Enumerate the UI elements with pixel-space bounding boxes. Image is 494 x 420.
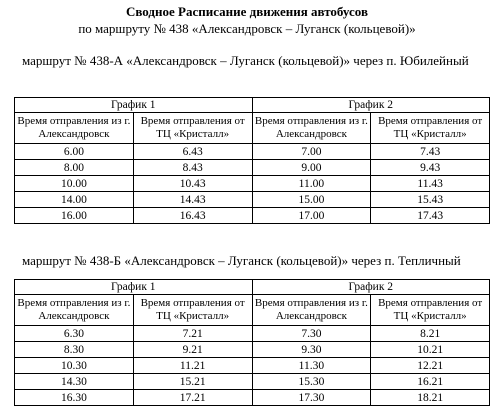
table-cell: 10.00: [15, 176, 134, 192]
column-header-departure-alexandrovsk: Время отправления из г. Александровск: [15, 113, 134, 144]
table-cell: 15.21: [133, 374, 252, 390]
table-cell: 7.30: [252, 326, 371, 342]
table-cell: 11.21: [133, 358, 252, 374]
table-cell: 9.30: [252, 342, 371, 358]
column-header-departure-alexandrovsk: Время отправления из г. Александровск: [252, 113, 371, 144]
route-b-schedule-table: [14, 279, 490, 406]
table-cell: 17.21: [133, 390, 252, 406]
column-header-departure-kristall: Время отправления от ТЦ «Кристалл»: [133, 113, 252, 144]
table-cell: 14.00: [15, 192, 134, 208]
document-subtitle: по маршруту № 438 «Александровск – Луганск (кольцевой)»: [78, 21, 416, 36]
table-cell: 8.30: [15, 342, 134, 358]
schedule-2-header: График 2: [252, 280, 490, 295]
column-header-departure-kristall: Время отправления от ТЦ «Кристалл»: [371, 113, 490, 144]
table-row: [15, 208, 490, 224]
table-cell: 10.43: [133, 176, 252, 192]
table-cell: 18.21: [371, 390, 490, 406]
table-cell: 10.30: [15, 358, 134, 374]
table-cell: 6.30: [15, 326, 134, 342]
schedule-1-header: График 1: [15, 98, 253, 113]
column-header-departure-alexandrovsk: Время отправления из г. Александровск: [252, 295, 371, 326]
table-cell: 6.43: [133, 144, 252, 160]
route-a-caption: маршрут № 438-А «Александровск – Луганск (кольцевой)» через п. Юбилейный: [22, 53, 469, 68]
table-row: [15, 326, 490, 342]
table-cell: 15.00: [252, 192, 371, 208]
table-row: [15, 390, 490, 406]
table-cell: 7.00: [252, 144, 371, 160]
table-row: [15, 192, 490, 208]
table-row: [15, 358, 490, 374]
table-cell: 12.21: [371, 358, 490, 374]
table-row: [15, 176, 490, 192]
table-row: [15, 144, 490, 160]
table-cell: 9.21: [133, 342, 252, 358]
table-cell: 6.00: [15, 144, 134, 160]
column-header-departure-kristall: Время отправления от ТЦ «Кристалл»: [133, 295, 252, 326]
table-cell: 16.30: [15, 390, 134, 406]
column-header-departure-kristall: Время отправления от ТЦ «Кристалл»: [371, 295, 490, 326]
schedule-1-header: График 1: [15, 280, 253, 295]
table-cell: 16.00: [15, 208, 134, 224]
table-cell: 17.30: [252, 390, 371, 406]
table-cell: 15.30: [252, 374, 371, 390]
table-cell: 7.43: [371, 144, 490, 160]
table-row: [15, 374, 490, 390]
schedule-2-header: График 2: [252, 98, 490, 113]
route-b-caption: маршрут № 438-Б «Александровск – Луганск (кольцевой)» через п. Тепличный: [22, 253, 461, 268]
table-cell: 8.43: [133, 160, 252, 176]
table-cell: 11.00: [252, 176, 371, 192]
table-cell: 11.30: [252, 358, 371, 374]
table-cell: 9.43: [371, 160, 490, 176]
table-row: [15, 160, 490, 176]
table-cell: 9.00: [252, 160, 371, 176]
route-a-schedule-table: [14, 97, 490, 224]
table-cell: 8.21: [371, 326, 490, 342]
table-cell: 17.00: [252, 208, 371, 224]
table-cell: 14.30: [15, 374, 134, 390]
table-cell: 16.21: [371, 374, 490, 390]
document-title: Сводное Расписание движения автобусов: [125, 4, 368, 19]
table-cell: 10.21: [371, 342, 490, 358]
table-cell: 16.43: [133, 208, 252, 224]
table-cell: 8.00: [15, 160, 134, 176]
table-cell: 17.43: [371, 208, 490, 224]
table-cell: 11.43: [371, 176, 490, 192]
table-cell: 14.43: [133, 192, 252, 208]
table-cell: 7.21: [133, 326, 252, 342]
column-header-departure-alexandrovsk: Время отправления из г. Александровск: [15, 295, 134, 326]
table-cell: 15.43: [371, 192, 490, 208]
table-row: [15, 342, 490, 358]
